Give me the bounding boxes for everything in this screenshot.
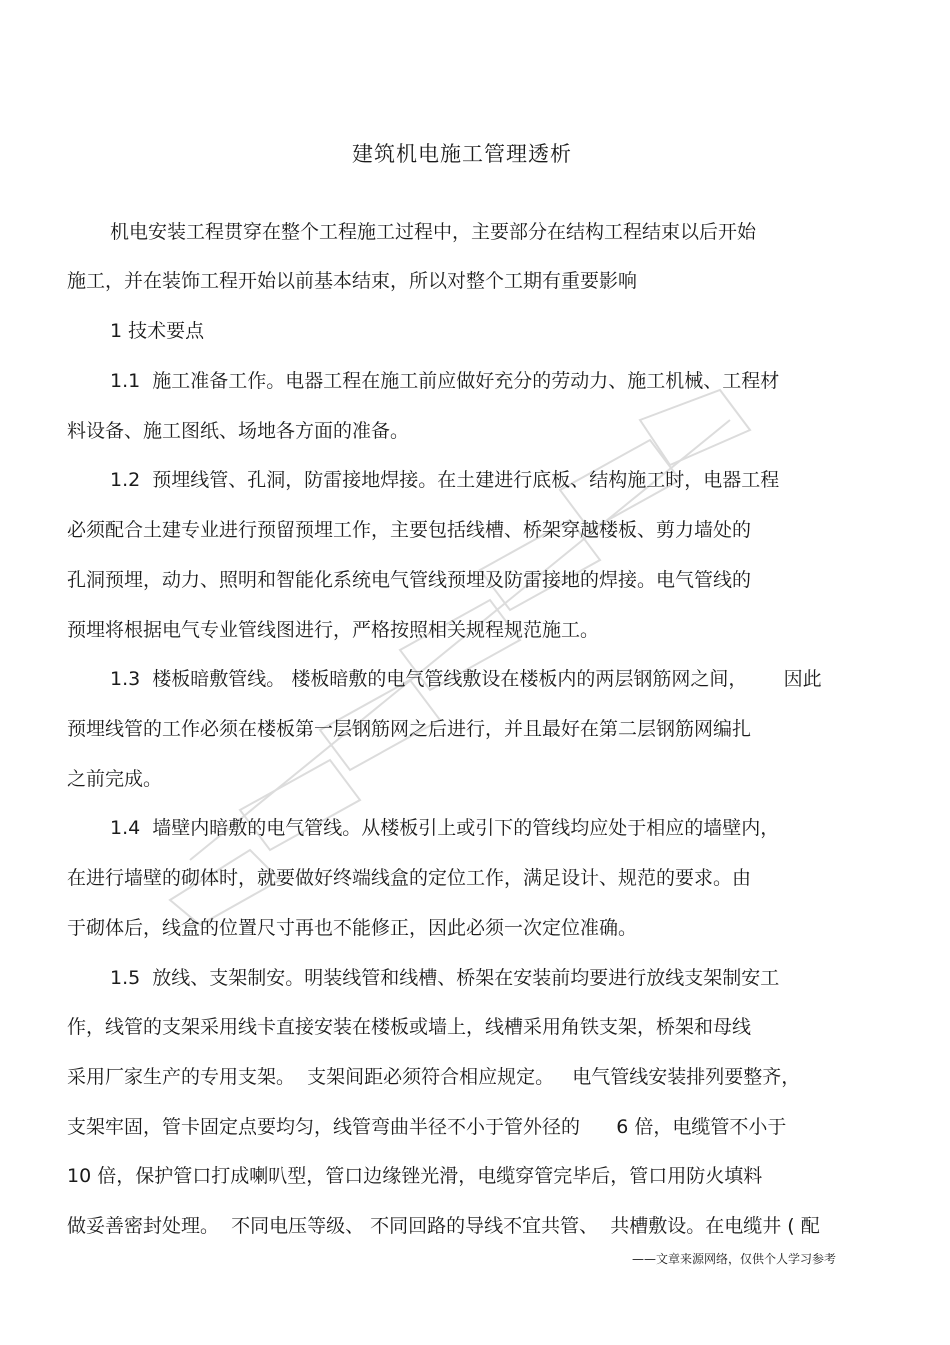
source-footer: ——文章来源网络，仅供个人学习参考: [632, 1252, 837, 1266]
body-line: 必须配合土建专业进行预留预埋工作，主要包括线槽、桥架穿越楼板、剪力墙处的: [67, 519, 752, 541]
body-line: 1.3 楼板暗敷管线。 楼板暗敷的电气管线敷设在楼板内的两层钢筋网之间， 因此: [110, 668, 822, 690]
body-line: 10 倍，保护管口打成喇叭型，管口边缘锉光滑，电缆穿管完毕后，管口用防火填料: [67, 1165, 763, 1187]
body-line: 1.1 施工准备工作。电器工程在施工前应做好充分的劳动力、施工机械、工程材: [110, 370, 780, 392]
body-line: 采用厂家生产的专用支架。 支架间距必须符合相应规定。 电气管线安装排列要整齐，: [67, 1066, 801, 1088]
body-line: 预埋将根据电气专业管线图进行，严格按照相关规程规范施工。: [67, 619, 600, 641]
body-line: 孔洞预埋，动力、照明和智能化系统电气管线预埋及防雷接地的焊接。电气管线的: [67, 569, 752, 591]
body-line: 支架牢固，管卡固定点要均匀，线管弯曲半径不小于管外径的 6 倍，电缆管不小于: [67, 1116, 787, 1138]
body-line: 作，线管的支架采用线卡直接安装在楼板或墙上，线槽采用角铁支架，桥架和母线: [67, 1016, 752, 1038]
watermark-graphic: [130, 380, 780, 940]
body-line: 预埋线管的工作必须在楼板第一层钢筋网之后进行，并且最好在第二层钢筋网编扎: [67, 718, 752, 740]
body-line: 之前完成。: [67, 768, 163, 790]
body-line: 做妥善密封处理。 不同电压等级、 不同回路的导线不宜共管、 共槽敷设。在电缆井 ( 配: [67, 1215, 820, 1237]
document-title: 建筑机电施工管理透析: [352, 142, 572, 166]
body-line: 于砌体后，线盒的位置尺寸再也不能修正，因此必须一次定位准确。: [67, 917, 638, 939]
body-line: 1.2 预埋线管、孔洞，防雷接地焊接。在土建进行底板、结构施工时，电器工程: [110, 469, 780, 491]
body-line: 施工，并在装饰工程开始以前基本结束，所以对整个工期有重要影响: [67, 270, 638, 292]
body-line: 1.5 放线、支架制安。明装线管和线槽、桥架在安装前均要进行放线支架制安工: [110, 967, 780, 989]
body-line: 机电安装工程贯穿在整个工程施工过程中，主要部分在结构工程结束以后开始: [110, 221, 757, 243]
body-line: 在进行墙壁的砌体时，就要做好终端线盒的定位工作，满足设计、规范的要求。由: [67, 867, 752, 889]
section-heading: 1 技术要点: [110, 320, 205, 342]
body-line: 料设备、施工图纸、场地各方面的准备。: [67, 420, 410, 442]
body-line: 1.4 墙壁内暗敷的电气管线。从楼板引上或引下的管线均应处于相应的墙壁内，: [110, 817, 780, 839]
